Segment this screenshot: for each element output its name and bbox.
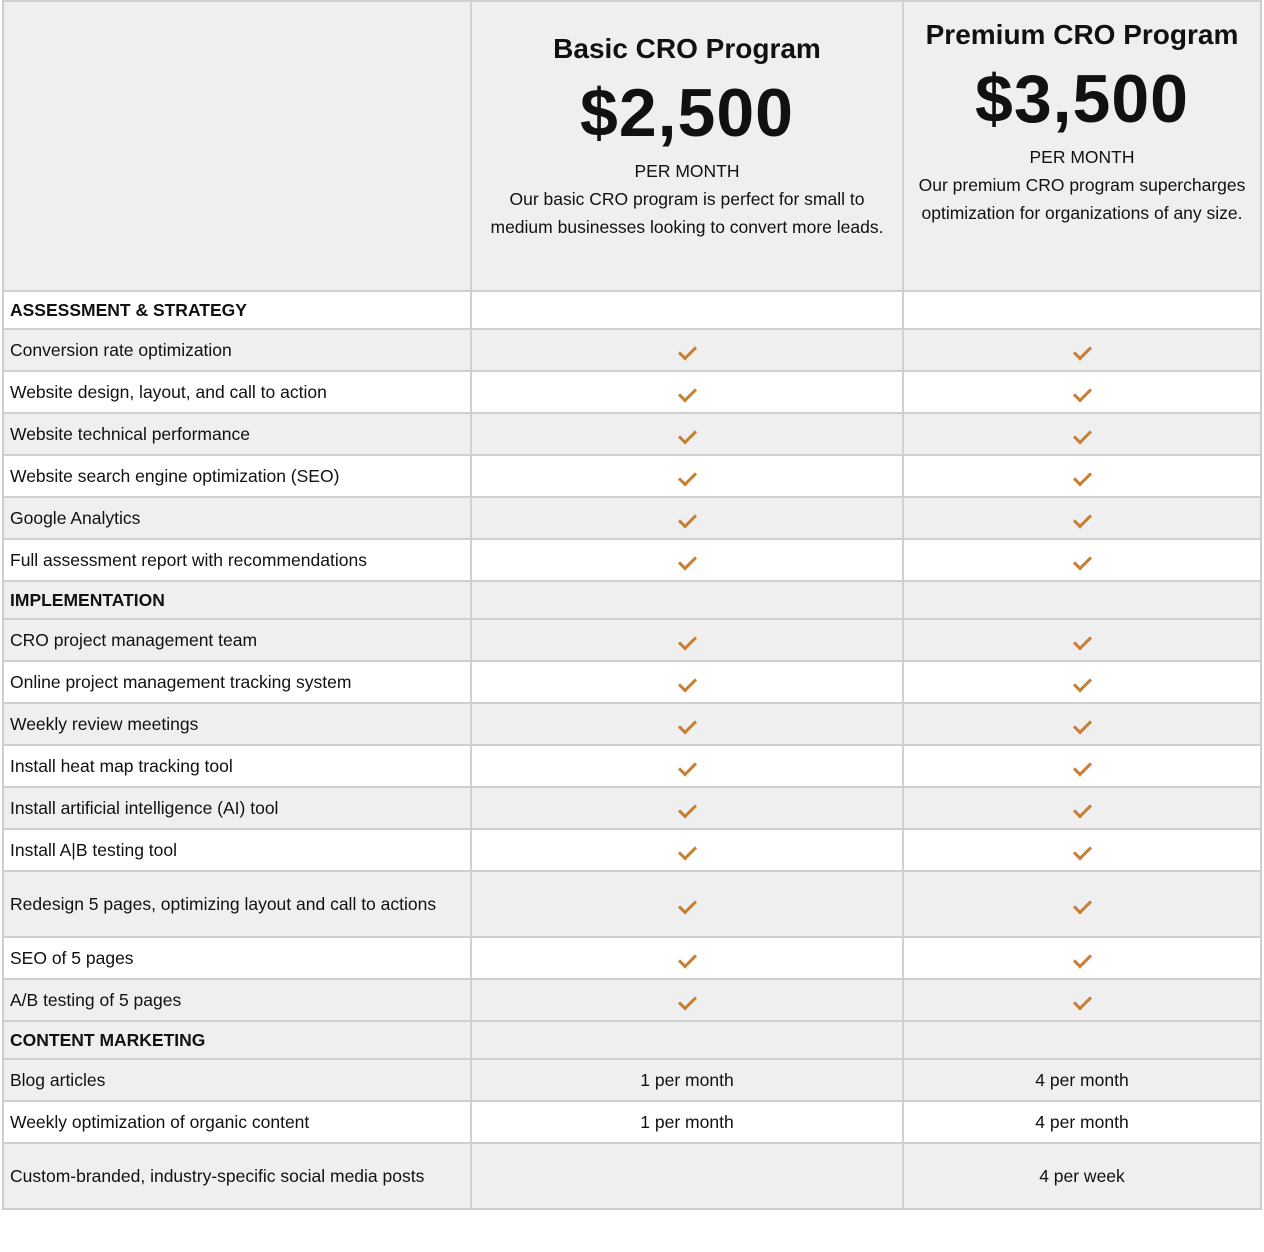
premium-included-cell <box>903 871 1261 937</box>
premium-included-cell <box>903 661 1261 703</box>
check-icon <box>1072 991 1091 1010</box>
premium-included-cell <box>903 787 1261 829</box>
table-row <box>3 1101 1261 1143</box>
check-icon <box>1072 715 1091 734</box>
premium-included-cell <box>903 937 1261 979</box>
basic-included-cell <box>471 497 903 539</box>
plan-header-row <box>3 1 1261 291</box>
table-row <box>3 979 1261 1021</box>
feature-label: Online project management tracking system <box>3 661 471 703</box>
plan-premium-description-line1: Our premium CRO program supercharges <box>918 175 1246 195</box>
table-row <box>3 371 1261 413</box>
feature-label: Conversion rate optimization <box>3 329 471 371</box>
basic-included-cell <box>471 979 903 1021</box>
table-row <box>3 787 1261 829</box>
plan-premium-name: Premium CRO Program <box>925 19 1239 50</box>
basic-included-cell <box>471 787 903 829</box>
table-row <box>3 619 1261 661</box>
basic-included-cell <box>471 455 903 497</box>
basic-included-cell <box>471 937 903 979</box>
table-row <box>3 703 1261 745</box>
check-icon <box>677 991 696 1010</box>
premium-included-cell <box>903 703 1261 745</box>
section-empty-cell <box>903 581 1261 619</box>
plan-basic <box>471 1 903 291</box>
check-icon <box>677 631 696 650</box>
basic-included-cell <box>471 619 903 661</box>
check-icon <box>1072 757 1091 776</box>
check-icon <box>1072 841 1091 860</box>
feature-label: Weekly optimization of organic content <box>3 1101 471 1143</box>
table-row <box>3 829 1261 871</box>
section-empty-cell <box>471 291 903 329</box>
table-row <box>3 413 1261 455</box>
section-empty-cell <box>471 581 903 619</box>
check-icon <box>1072 383 1091 402</box>
section-empty-cell <box>903 291 1261 329</box>
plan-basic-name: Basic CRO Program <box>553 33 821 64</box>
check-icon <box>677 715 696 734</box>
check-icon <box>1072 673 1091 692</box>
plan-premium <box>903 1 1261 291</box>
feature-rows <box>3 291 1261 1209</box>
basic-value-cell: 1 per month <box>471 1059 903 1101</box>
table-row <box>3 497 1261 539</box>
table-row <box>3 539 1261 581</box>
basic-included-cell <box>471 539 903 581</box>
feature-label: Install artificial intelligence (AI) tool <box>3 787 471 829</box>
feature-label: Blog articles <box>3 1059 471 1101</box>
section-header-row <box>3 291 1261 329</box>
feature-label: SEO of 5 pages <box>3 937 471 979</box>
section-empty-cell <box>903 1021 1261 1059</box>
feature-label: Install heat map tracking tool <box>3 745 471 787</box>
feature-label: A/B testing of 5 pages <box>3 979 471 1021</box>
feature-label: CRO project management team <box>3 619 471 661</box>
check-icon <box>677 425 696 444</box>
table-row <box>3 661 1261 703</box>
basic-included-cell <box>471 871 903 937</box>
premium-included-cell <box>903 829 1261 871</box>
check-icon <box>1072 551 1091 570</box>
plan-basic-price: $2,500 <box>580 75 794 151</box>
check-icon <box>1072 895 1091 914</box>
feature-label: Full assessment report with recommendations <box>3 539 471 581</box>
section-title: IMPLEMENTATION <box>3 581 471 619</box>
basic-included-cell <box>471 329 903 371</box>
plan-basic-description: Our basic CRO program is perfect for small to medium businesses looking to convert more leads. <box>490 189 884 237</box>
check-icon <box>677 757 696 776</box>
feature-label: Redesign 5 pages, optimizing layout and call to actions <box>3 871 471 937</box>
table-row <box>3 937 1261 979</box>
check-icon <box>1072 949 1091 968</box>
premium-included-cell <box>903 497 1261 539</box>
basic-included-cell <box>471 703 903 745</box>
section-title: ASSESSMENT & STRATEGY <box>3 291 471 329</box>
check-icon <box>677 383 696 402</box>
premium-included-cell <box>903 979 1261 1021</box>
check-icon <box>1072 799 1091 818</box>
check-icon <box>677 799 696 818</box>
basic-included-cell <box>471 413 903 455</box>
plan-premium-period: PER MONTH <box>1029 147 1135 167</box>
check-icon <box>1072 341 1091 360</box>
feature-label: Custom-branded, industry-specific social media posts <box>3 1143 471 1209</box>
table-row <box>3 1059 1261 1101</box>
check-icon <box>1072 467 1091 486</box>
premium-included-cell <box>903 413 1261 455</box>
check-icon <box>677 551 696 570</box>
section-header-row <box>3 581 1261 619</box>
section-title: CONTENT MARKETING <box>3 1021 471 1059</box>
plan-premium-price: $3,500 <box>975 61 1189 137</box>
premium-included-cell <box>903 371 1261 413</box>
check-icon <box>677 509 696 528</box>
check-icon <box>677 949 696 968</box>
feature-label: Website design, layout, and call to action <box>3 371 471 413</box>
table-row <box>3 1143 1261 1209</box>
check-icon <box>677 467 696 486</box>
section-header-row <box>3 1021 1261 1059</box>
premium-included-cell <box>903 539 1261 581</box>
basic-value-cell <box>471 1143 903 1209</box>
header-blank-cell <box>3 1 471 291</box>
check-icon <box>1072 425 1091 444</box>
feature-label: Website technical performance <box>3 413 471 455</box>
table-row <box>3 329 1261 371</box>
plan-premium-description-line2: optimization for organizations of any size. <box>921 203 1243 223</box>
section-empty-cell <box>471 1021 903 1059</box>
table-row <box>3 455 1261 497</box>
check-icon <box>677 673 696 692</box>
check-icon <box>677 895 696 914</box>
premium-included-cell <box>903 745 1261 787</box>
check-icon <box>1072 509 1091 528</box>
table-row <box>3 745 1261 787</box>
basic-included-cell <box>471 745 903 787</box>
check-icon <box>677 841 696 860</box>
premium-included-cell <box>903 329 1261 371</box>
check-icon <box>1072 631 1091 650</box>
feature-label: Google Analytics <box>3 497 471 539</box>
plan-basic-period: PER MONTH <box>634 161 740 181</box>
basic-included-cell <box>471 371 903 413</box>
premium-value-cell: 4 per month <box>903 1101 1261 1143</box>
premium-value-cell: 4 per month <box>903 1059 1261 1101</box>
premium-value-cell: 4 per week <box>903 1143 1261 1209</box>
pricing-comparison-table <box>2 0 1262 1210</box>
check-icon <box>677 341 696 360</box>
feature-label: Website search engine optimization (SEO) <box>3 455 471 497</box>
feature-label: Weekly review meetings <box>3 703 471 745</box>
feature-label: Install A|B testing tool <box>3 829 471 871</box>
basic-included-cell <box>471 661 903 703</box>
basic-included-cell <box>471 829 903 871</box>
premium-included-cell <box>903 619 1261 661</box>
premium-included-cell <box>903 455 1261 497</box>
table-row <box>3 871 1261 937</box>
basic-value-cell: 1 per month <box>471 1101 903 1143</box>
